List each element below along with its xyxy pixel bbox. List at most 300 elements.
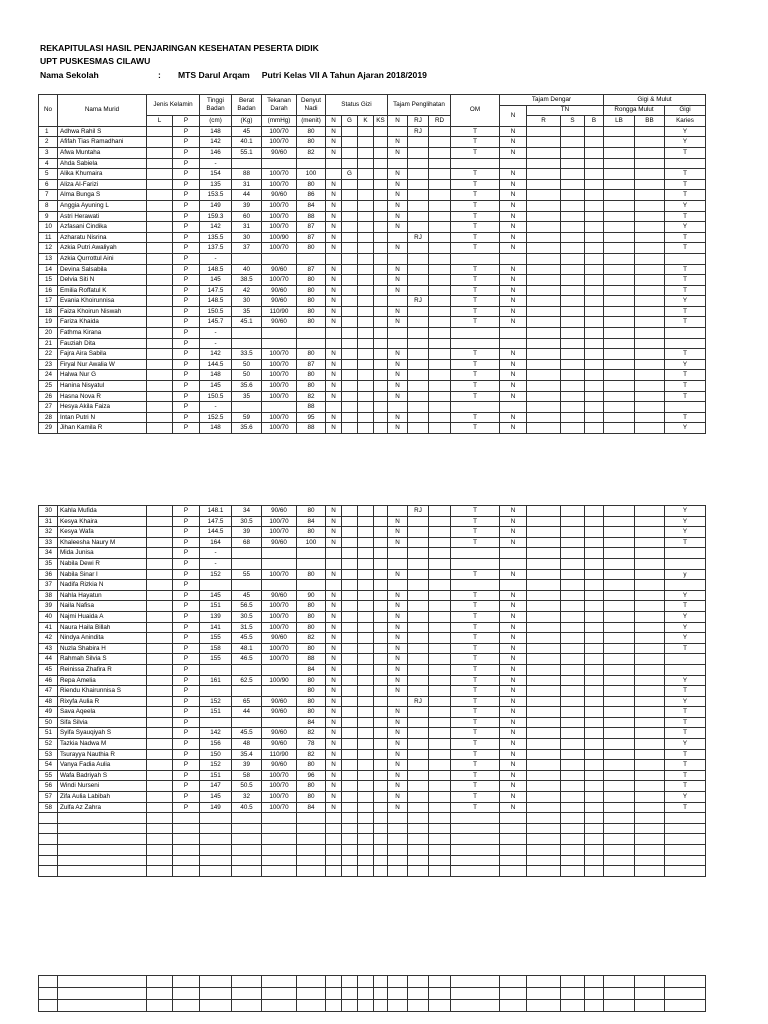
cell-gizi-g xyxy=(342,222,358,233)
cell-lb xyxy=(604,569,635,580)
cell-tekanan: 100/70 xyxy=(262,802,297,813)
cell-no: 28 xyxy=(39,412,58,423)
cell-karies xyxy=(665,548,706,559)
cell-l xyxy=(147,717,173,728)
cell-tn-s xyxy=(561,169,585,180)
cell-bb xyxy=(635,169,665,180)
col-gigi-mulut: Gigi & Mulut xyxy=(604,95,706,106)
cell-l xyxy=(147,988,173,1000)
cell-tn-b xyxy=(585,537,604,548)
cell-denyut: 80 xyxy=(297,696,326,707)
cell-karies xyxy=(665,866,706,877)
cell-lb xyxy=(604,739,635,750)
cell-lihat-rj xyxy=(408,855,429,866)
cell-karies: T xyxy=(665,686,706,697)
cell-tn-s xyxy=(561,686,585,697)
cell-tn-s xyxy=(561,370,585,381)
cell-denyut xyxy=(297,253,326,264)
table-row xyxy=(39,179,706,190)
cell-tn-r xyxy=(527,643,561,654)
cell-berat: 59 xyxy=(232,412,262,423)
cell-l xyxy=(147,707,173,718)
cell-p: P xyxy=(173,169,200,180)
cell-gizi-n: N xyxy=(326,317,342,328)
cell-dengar-n: N xyxy=(500,622,527,633)
cell-lb xyxy=(604,601,635,612)
table-row xyxy=(39,770,706,781)
cell-nama: Evania Khoirunnisa xyxy=(58,296,147,307)
empty-row xyxy=(39,823,706,834)
cell-tn-b xyxy=(585,770,604,781)
cell-lihat-rj: RJ xyxy=(408,506,429,517)
cell-nama: Fathma Kirana xyxy=(58,328,147,339)
cell-denyut: 80 xyxy=(297,622,326,633)
cell-gizi-g xyxy=(342,412,358,423)
cell-om: T xyxy=(451,611,500,622)
cell-tn-s xyxy=(561,781,585,792)
cell-tn-r xyxy=(527,770,561,781)
cell-karies: Y xyxy=(665,126,706,137)
cell-gizi-g xyxy=(342,728,358,739)
cell-tn-s xyxy=(561,158,585,169)
cell-tn-r xyxy=(527,169,561,180)
cell-om: T xyxy=(451,739,500,750)
cell-lihat-n xyxy=(388,834,408,845)
table-row xyxy=(39,296,706,307)
col-karies: Karies xyxy=(665,116,706,127)
cell-no: 48 xyxy=(39,696,58,707)
cell-om: T xyxy=(451,147,500,158)
cell-tn-s xyxy=(561,590,585,601)
cell-lihat-n xyxy=(388,813,408,824)
cell-lihat-n xyxy=(388,845,408,856)
cell-tinggi xyxy=(200,717,232,728)
cell-karies: Y xyxy=(665,200,706,211)
cell-gizi-n: N xyxy=(326,686,342,697)
cell-tekanan: 90/60 xyxy=(262,590,297,601)
cell-bb xyxy=(635,781,665,792)
cell-gizi-g xyxy=(342,381,358,392)
cell-berat: 39 xyxy=(232,200,262,211)
cell-bb xyxy=(635,537,665,548)
cell-p: P xyxy=(173,264,200,275)
cell-nama: Nadifa Rizkia N xyxy=(58,580,147,591)
cell-p: P xyxy=(173,349,200,360)
cell-karies: T xyxy=(665,412,706,423)
cell-lihat-rd xyxy=(429,169,451,180)
cell-l xyxy=(147,855,173,866)
cell-om: T xyxy=(451,359,500,370)
cell-no: 40 xyxy=(39,611,58,622)
cell-lihat-rj xyxy=(408,275,429,286)
cell-karies: T xyxy=(665,760,706,771)
table-row xyxy=(39,760,706,771)
cell-p: P xyxy=(173,147,200,158)
cell-p: P xyxy=(173,423,200,434)
cell-dengar-n xyxy=(500,855,527,866)
cell-lihat-rj xyxy=(408,264,429,275)
cell-lihat-rd xyxy=(429,823,451,834)
cell-tn-s xyxy=(561,200,585,211)
cell-tinggi: 142 xyxy=(200,222,232,233)
table-row xyxy=(39,338,706,349)
cell-lihat-rd xyxy=(429,686,451,697)
cell-om: T xyxy=(451,633,500,644)
cell-tinggi xyxy=(200,866,232,877)
cell-lihat-n xyxy=(388,558,408,569)
cell-tn-b xyxy=(585,601,604,612)
cell-tekanan: 100/70 xyxy=(262,349,297,360)
cell-karies: y xyxy=(665,569,706,580)
cell-tn-r xyxy=(527,381,561,392)
cell-bb xyxy=(635,423,665,434)
cell-no: 45 xyxy=(39,664,58,675)
cell-dengar-n: N xyxy=(500,590,527,601)
cell-om xyxy=(451,402,500,413)
cell-gizi-g: G xyxy=(342,169,358,180)
cell-tn-r xyxy=(527,707,561,718)
cell-gizi-ks xyxy=(374,338,388,349)
cell-tinggi: - xyxy=(200,402,232,413)
cell-gizi-k xyxy=(358,264,374,275)
cell-gizi-g xyxy=(342,548,358,559)
cell-lb xyxy=(604,506,635,517)
cell-lihat-rd xyxy=(429,696,451,707)
cell-tn-r xyxy=(527,232,561,243)
cell-denyut: 87 xyxy=(297,264,326,275)
cell-tn-r xyxy=(527,516,561,527)
cell-no: 36 xyxy=(39,569,58,580)
cell-denyut xyxy=(297,548,326,559)
table-row xyxy=(39,749,706,760)
cell-berat xyxy=(232,158,262,169)
cell-l xyxy=(147,590,173,601)
cell-lb xyxy=(604,147,635,158)
cell-gizi-ks xyxy=(374,1000,388,1012)
cell-bb xyxy=(635,222,665,233)
table-row xyxy=(39,275,706,286)
cell-nama xyxy=(58,823,147,834)
cell-tinggi: 145.7 xyxy=(200,317,232,328)
cell-lihat-n: N xyxy=(388,717,408,728)
cell-gizi-n xyxy=(326,834,342,845)
cell-gizi-k xyxy=(358,232,374,243)
cell-denyut: 88 xyxy=(297,402,326,413)
cell-gizi-n: N xyxy=(326,211,342,222)
cell-tekanan: 100/70 xyxy=(262,370,297,381)
cell-tinggi: 148 xyxy=(200,423,232,434)
cell-gizi-g xyxy=(342,264,358,275)
cell-tn-b xyxy=(585,349,604,360)
cell-gizi-n: N xyxy=(326,664,342,675)
cell-nama xyxy=(58,988,147,1000)
cell-om xyxy=(451,548,500,559)
cell-tn-b xyxy=(585,1000,604,1012)
table-row xyxy=(39,739,706,750)
cell-nama: Alika Khumaira xyxy=(58,169,147,180)
cell-dengar-n xyxy=(500,328,527,339)
cell-no: 31 xyxy=(39,516,58,527)
cell-tn-s xyxy=(561,412,585,423)
cell-denyut: 80 xyxy=(297,675,326,686)
cell-tekanan xyxy=(262,976,297,988)
cell-gizi-k xyxy=(358,770,374,781)
cell-denyut: 100 xyxy=(297,537,326,548)
cell-gizi-n: N xyxy=(326,137,342,148)
cell-tn-r xyxy=(527,717,561,728)
cell-l xyxy=(147,866,173,877)
cell-lihat-rd xyxy=(429,845,451,856)
cell-tekanan xyxy=(262,328,297,339)
cell-gizi-ks xyxy=(374,601,388,612)
cell-gizi-ks xyxy=(374,296,388,307)
cell-berat: 50 xyxy=(232,359,262,370)
cell-denyut: 80 xyxy=(297,317,326,328)
cell-lihat-rj xyxy=(408,834,429,845)
cell-tn-r xyxy=(527,823,561,834)
cell-tinggi: 152.5 xyxy=(200,412,232,423)
cell-gizi-k xyxy=(358,381,374,392)
cell-tinggi: 135.5 xyxy=(200,232,232,243)
cell-lihat-rd xyxy=(429,527,451,538)
cell-gizi-k xyxy=(358,601,374,612)
cell-tinggi: - xyxy=(200,548,232,559)
cell-karies: T xyxy=(665,381,706,392)
cell-lihat-n: N xyxy=(388,200,408,211)
cell-gizi-n xyxy=(326,580,342,591)
cell-lihat-n xyxy=(388,1000,408,1012)
cell-tekanan: 100/70 xyxy=(262,622,297,633)
cell-lb xyxy=(604,253,635,264)
cell-tekanan xyxy=(262,558,297,569)
cell-lb xyxy=(604,370,635,381)
cell-lihat-rj xyxy=(408,243,429,254)
cell-om: T xyxy=(451,622,500,633)
cell-tinggi: 154 xyxy=(200,169,232,180)
cell-gizi-ks xyxy=(374,633,388,644)
cell-gizi-ks xyxy=(374,802,388,813)
cell-tekanan: 100/70 xyxy=(262,527,297,538)
cell-gizi-k xyxy=(358,611,374,622)
cell-gizi-g xyxy=(342,147,358,158)
cell-lihat-n: N xyxy=(388,675,408,686)
table-row xyxy=(39,558,706,569)
cell-gizi-g xyxy=(342,338,358,349)
cell-tn-s xyxy=(561,338,585,349)
cell-om xyxy=(451,328,500,339)
cell-lihat-rj xyxy=(408,749,429,760)
cell-tn-r xyxy=(527,749,561,760)
cell-lihat-n: N xyxy=(388,306,408,317)
cell-tn-r xyxy=(527,611,561,622)
cell-dengar-n: N xyxy=(500,686,527,697)
cell-l xyxy=(147,802,173,813)
cell-om: T xyxy=(451,381,500,392)
cell-berat: 37 xyxy=(232,243,262,254)
cell-tinggi xyxy=(200,834,232,845)
cell-tn-s xyxy=(561,402,585,413)
school-line xyxy=(40,70,427,80)
cell-tn-b xyxy=(585,792,604,803)
cell-tn-s xyxy=(561,296,585,307)
cell-no: 6 xyxy=(39,179,58,190)
cell-dengar-n: N xyxy=(500,675,527,686)
cell-dengar-n xyxy=(500,813,527,824)
cell-gizi-ks xyxy=(374,328,388,339)
table-row xyxy=(39,317,706,328)
cell-tn-b xyxy=(585,169,604,180)
cell-l xyxy=(147,654,173,665)
cell-tekanan xyxy=(262,686,297,697)
cell-berat xyxy=(232,664,262,675)
cell-gizi-ks xyxy=(374,306,388,317)
cell-tinggi: 161 xyxy=(200,675,232,686)
cell-tn-s xyxy=(561,1000,585,1012)
table-row xyxy=(39,643,706,654)
cell-dengar-n: N xyxy=(500,569,527,580)
cell-tn-s xyxy=(561,147,585,158)
cell-p: P xyxy=(173,717,200,728)
cell-gizi-ks xyxy=(374,147,388,158)
cell-p: P xyxy=(173,707,200,718)
cell-bb xyxy=(635,158,665,169)
cell-tn-b xyxy=(585,823,604,834)
cell-gizi-n xyxy=(326,402,342,413)
cell-lb xyxy=(604,823,635,834)
col-tinggi: Tinggi Badan xyxy=(200,95,232,116)
cell-no: 21 xyxy=(39,338,58,349)
cell-gizi-ks xyxy=(374,558,388,569)
cell-tekanan: 90/60 xyxy=(262,739,297,750)
cell-bb xyxy=(635,285,665,296)
cell-lihat-n: N xyxy=(388,211,408,222)
cell-om: T xyxy=(451,412,500,423)
cell-tn-s xyxy=(561,359,585,370)
cell-bb xyxy=(635,1000,665,1012)
cell-nama: Sifa Silvia xyxy=(58,717,147,728)
cell-lb xyxy=(604,643,635,654)
cell-dengar-n: N xyxy=(500,296,527,307)
cell-lihat-rd xyxy=(429,200,451,211)
cell-om xyxy=(451,834,500,845)
cell-lihat-rd xyxy=(429,243,451,254)
cell-tekanan: 90/60 xyxy=(262,264,297,275)
cell-p: P xyxy=(173,402,200,413)
cell-tinggi: 142 xyxy=(200,137,232,148)
cell-tn-s xyxy=(561,792,585,803)
cell-om: T xyxy=(451,516,500,527)
cell-om: T xyxy=(451,792,500,803)
cell-bb xyxy=(635,211,665,222)
cell-berat: 56.5 xyxy=(232,601,262,612)
school-label: Nama Sekolah xyxy=(40,70,99,80)
cell-lihat-n: N xyxy=(388,792,408,803)
cell-p: P xyxy=(173,686,200,697)
cell-lihat-rd xyxy=(429,158,451,169)
cell-gizi-g xyxy=(342,328,358,339)
cell-bb xyxy=(635,306,665,317)
cell-tn-r xyxy=(527,813,561,824)
cell-lihat-rj xyxy=(408,527,429,538)
cell-gizi-ks xyxy=(374,643,388,654)
cell-tn-s xyxy=(561,328,585,339)
cell-om xyxy=(451,988,500,1000)
cell-lihat-n: N xyxy=(388,749,408,760)
cell-tn-b xyxy=(585,834,604,845)
cell-p: P xyxy=(173,275,200,286)
cell-lihat-rd xyxy=(429,211,451,222)
cell-dengar-n: N xyxy=(500,317,527,328)
cell-tn-s xyxy=(561,285,585,296)
cell-lb xyxy=(604,527,635,538)
cell-gizi-n: N xyxy=(326,569,342,580)
cell-lihat-rj xyxy=(408,338,429,349)
cell-no: 56 xyxy=(39,781,58,792)
cell-tekanan: 90/60 xyxy=(262,728,297,739)
cell-berat: 88 xyxy=(232,169,262,180)
cell-p: P xyxy=(173,622,200,633)
col-berat-unit: (Kg) xyxy=(232,116,262,127)
cell-tn-r xyxy=(527,506,561,517)
cell-denyut: 88 xyxy=(297,211,326,222)
cell-tn-r xyxy=(527,359,561,370)
table-row xyxy=(39,506,706,517)
cell-nama: Intan Putri N xyxy=(58,412,147,423)
cell-lihat-n: N xyxy=(388,537,408,548)
cell-bb xyxy=(635,190,665,201)
cell-lihat-n: N xyxy=(388,412,408,423)
cell-tekanan: 100/70 xyxy=(262,569,297,580)
cell-no: 33 xyxy=(39,537,58,548)
cell-tn-s xyxy=(561,317,585,328)
cell-lihat-n xyxy=(388,976,408,988)
cell-lihat-rj xyxy=(408,179,429,190)
cell-p: P xyxy=(173,391,200,402)
cell-tn-s xyxy=(561,988,585,1000)
cell-gizi-g xyxy=(342,664,358,675)
col-l: L xyxy=(147,116,173,127)
cell-tn-b xyxy=(585,686,604,697)
cell-gizi-ks xyxy=(374,359,388,370)
cell-tekanan: 100/70 xyxy=(262,179,297,190)
cell-gizi-n: N xyxy=(326,633,342,644)
cell-tekanan: 90/60 xyxy=(262,317,297,328)
cell-l xyxy=(147,264,173,275)
cell-tn-s xyxy=(561,423,585,434)
cell-lihat-rj xyxy=(408,391,429,402)
table-row xyxy=(39,664,706,675)
cell-l xyxy=(147,359,173,370)
cell-nama: Fariza Khaida xyxy=(58,317,147,328)
cell-lb xyxy=(604,611,635,622)
cell-karies: T xyxy=(665,169,706,180)
cell-bb xyxy=(635,611,665,622)
cell-om: T xyxy=(451,696,500,707)
cell-tekanan: 100/70 xyxy=(262,137,297,148)
cell-lb xyxy=(604,537,635,548)
cell-lihat-n xyxy=(388,548,408,559)
cell-gizi-ks xyxy=(374,622,388,633)
cell-nama: Ahda Sabiela xyxy=(58,158,147,169)
cell-l xyxy=(147,813,173,824)
cell-gizi-g xyxy=(342,285,358,296)
cell-p: P xyxy=(173,558,200,569)
cell-gizi-ks xyxy=(374,275,388,286)
col-tn-b: B xyxy=(585,116,604,127)
cell-lihat-rd xyxy=(429,317,451,328)
cell-p: P xyxy=(173,760,200,771)
cell-gizi-g xyxy=(342,158,358,169)
